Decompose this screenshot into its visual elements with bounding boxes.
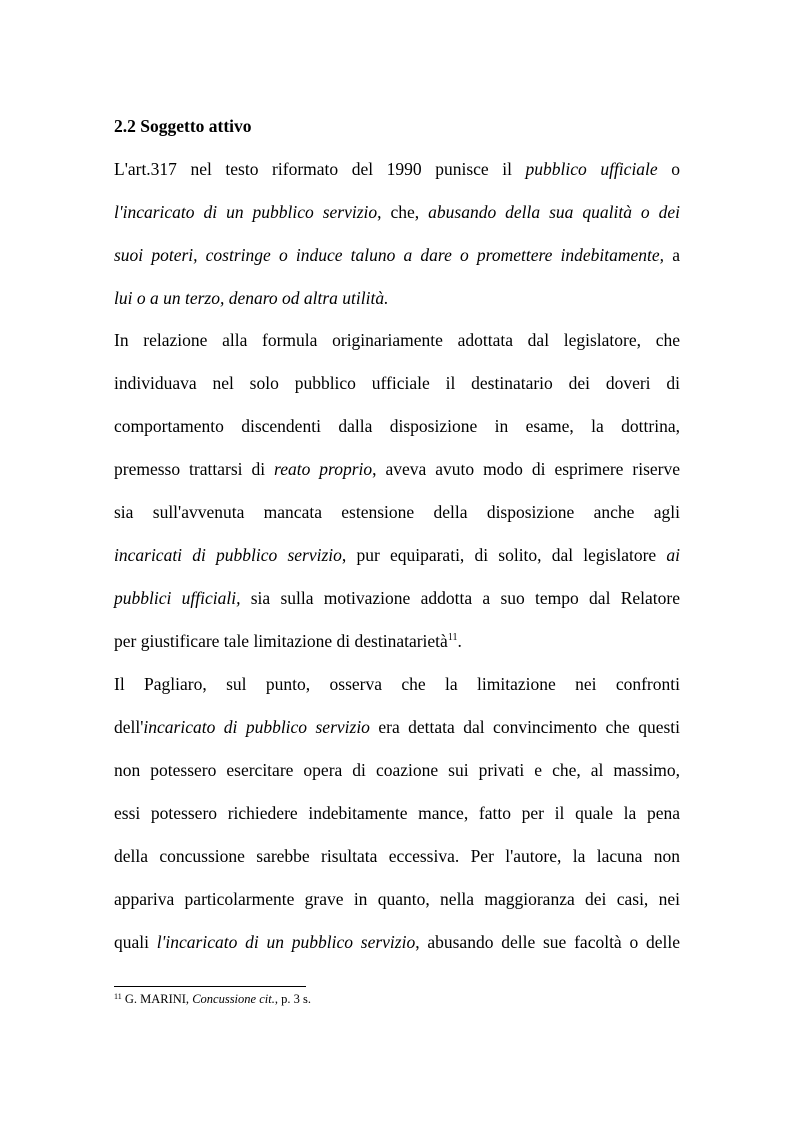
paragraph-1-line-1	[114, 157, 680, 181]
text-run: quali	[114, 932, 149, 952]
text-run: o	[671, 159, 681, 179]
paragraph-3-line-4: essi potessero richiedere indebitamente mance, fatto per il quale la pena	[114, 803, 680, 823]
footnote-title: Concussione cit.	[192, 992, 275, 1006]
paragraph-2-line-4	[114, 457, 680, 481]
text-run: sia sulla motivazione addotta a suo tempo dal Relatore	[250, 588, 681, 608]
italic-quote: lui o a un terzo, denaro od altra utilità.	[114, 288, 389, 308]
italic-term: reato proprio	[274, 459, 373, 479]
text-run: dell'	[114, 717, 144, 737]
paragraph-2-line-8	[114, 629, 680, 657]
text-run: , che,	[377, 202, 420, 222]
italic-quote: suoi poteri, costringe o induce taluno a dare o promettere indebitamente,	[114, 245, 665, 265]
text-run: .	[457, 631, 462, 651]
paragraph-2-line-5: sia sull'avvenuta mancata estensione della disposizione anche agli	[114, 502, 680, 522]
paragraph-2-line-1: In relazione alla formula originariamente adottata dal legislatore, che	[114, 330, 680, 350]
text-run: L'art.317 nel testo riformato del 1990 punisce il	[114, 159, 512, 179]
footnote-separator	[114, 986, 306, 987]
paragraph-1-line-4	[114, 286, 680, 310]
footnote-pages: , p. 3 s.	[274, 992, 311, 1006]
paragraph-1-line-2	[114, 200, 680, 224]
paragraph-2-line-2: individuava nel solo pubblico ufficiale il destinatario dei doveri di	[114, 373, 680, 393]
text-run: , aveva avuto modo di esprimere riserve	[372, 459, 681, 479]
italic-term: incaricato di pubblico servizio	[143, 717, 370, 737]
italic-term: ai	[666, 545, 680, 565]
footnote-number: 11	[114, 992, 122, 1001]
paragraph-2-line-3: comportamento discendenti dalla disposizione in esame, la dottrina,	[114, 416, 680, 436]
footnote-reference[interactable]: 11	[447, 632, 458, 643]
italic-term: pubblici ufficiali,	[114, 588, 241, 608]
paragraph-3-line-3: non potessero esercitare opera di coazione sui privati e che, al massimo,	[114, 760, 680, 780]
text-run: premesso trattarsi di	[114, 459, 266, 479]
paragraph-3-line-5: della concussione sarebbe risultata eccessiva. Per l'autore, la lacuna non	[114, 846, 680, 866]
footnote-author: G. MARINI,	[124, 992, 190, 1006]
text-run: , abusando delle sue facoltà o delle	[415, 932, 680, 952]
italic-term: incaricati di pubblico servizio	[114, 545, 342, 565]
footnote	[114, 991, 311, 1009]
paragraph-3-line-7	[114, 930, 680, 954]
paragraph-2-line-6	[114, 543, 680, 567]
italic-quote: abusando della sua qualità o dei	[428, 202, 681, 222]
italic-term: l'incaricato di un pubblico servizio	[156, 932, 416, 952]
paragraph-3-line-2	[114, 715, 680, 739]
paragraph-1-line-3	[114, 243, 680, 267]
section-heading: 2.2 Soggetto attivo	[114, 116, 252, 136]
text-run: per giustificare tale limitazione di destinatarietà	[114, 631, 448, 651]
paragraph-3-line-1: Il Pagliaro, sul punto, osserva che la limitazione nei confronti	[114, 674, 680, 694]
italic-term: l'incaricato di un pubblico servizio	[114, 202, 378, 222]
italic-term: pubblico ufficiale	[525, 159, 658, 179]
paragraph-2-line-7	[114, 586, 680, 610]
text-run: era dettata dal convincimento che questi	[378, 717, 681, 737]
paragraph-3-line-6: appariva particolarmente grave in quanto, nella maggioranza dei casi, nei	[114, 889, 680, 909]
text-run: , pur equiparati, di solito, dal legislatore	[341, 545, 657, 565]
text-run: a	[672, 245, 680, 265]
